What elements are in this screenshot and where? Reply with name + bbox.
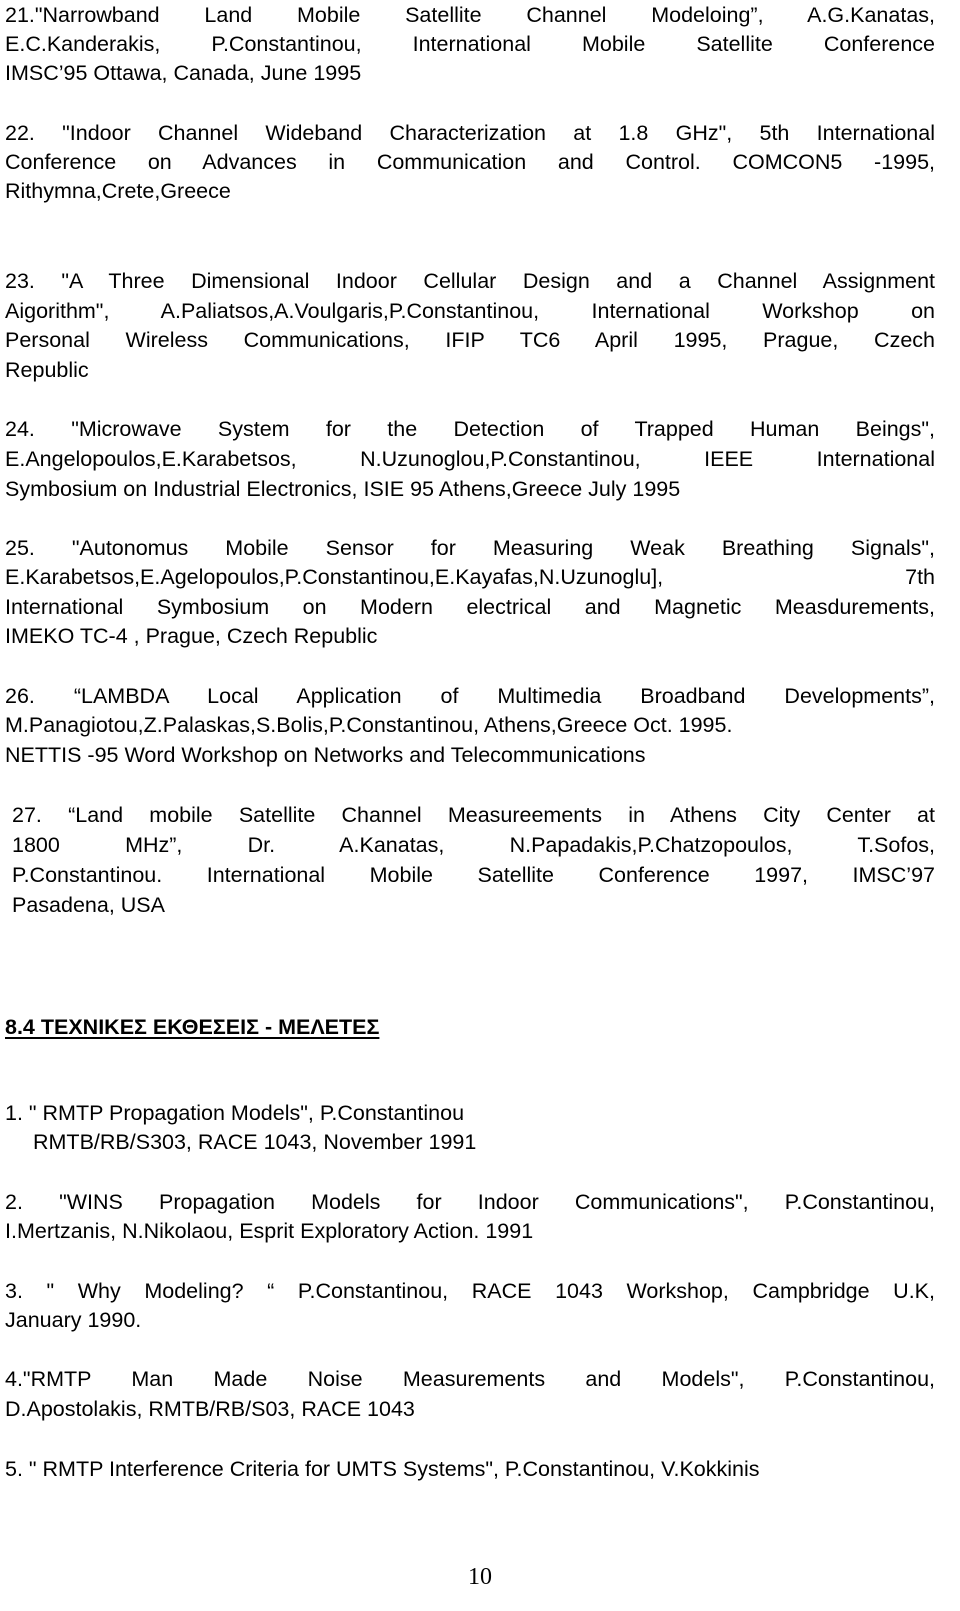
ref-22-line-3: Rithymna,Crete,Greece <box>5 179 231 203</box>
ref-27-line-3: P.Constantinou. International Mobile Satellite Conference 1997, IMSC’97 <box>12 863 935 887</box>
report-3-line-1: 3. " Why Modeling? “ P.Constantinou, RACE 1043 Workshop, Campbridge U.K, <box>5 1279 935 1303</box>
ref-26-line-3: NETTIS -95 Word Workshop on Networks and Telecommunications <box>5 743 646 767</box>
ref-27-line-2: 1800 MHz”, Dr. A.Kanatas, N.Papadakis,P.Chatzopoulos, T.Sofos, <box>12 833 935 857</box>
ref-24-line-3: Symbosium on Industrial Electronics, ISIE 95 Athens,Greece July 1995 <box>5 477 681 501</box>
page-number: 10 <box>468 1564 492 1590</box>
ref-25-line-2: E.Karabetsos,E.Agelopoulos,P.Constantinou,E.Kayafas,N.Uzunoglu], 7th <box>5 565 935 589</box>
ref-21-line-3: IMSC’95 Ottawa, Canada, June 1995 <box>5 61 362 85</box>
ref-25-line-3: International Symbosium on Modern electrical and Magnetic Measdurements, <box>5 595 935 619</box>
ref-26-line-2: M.Panagiotou,Z.Palaskas,S.Bolis,P.Constantinou, Athens,Greece Oct. 1995. <box>5 713 733 737</box>
report-5-line-1: 5. " RMTP Interference Criteria for UMTS Systems", P.Constantinou, V.Kokkinis <box>5 1457 760 1481</box>
report-2-line-2: I.Mertzanis, N.Nikolaou, Esprit Exploratory Action. 1991 <box>5 1219 534 1243</box>
report-1-line-1: 1. " RMTP Propagation Models", P.Constantinou <box>5 1101 465 1125</box>
section-heading: 8.4 ΤΕΧΝΙΚΕΣ ΕΚΘΕΣΕΙΣ - ΜΕΛΕΤΕΣ <box>5 1015 380 1039</box>
ref-26-line-1: 26. “LAMBDA Local Application of Multimedia Broadband Developments”, <box>5 684 935 708</box>
ref-21-line-2: E.C.Kanderakis, P.Constantinou, International Mobile Satellite Conference <box>5 32 935 56</box>
report-4-line-1: 4."RMTP Man Made Noise Measurements and Models", P.Constantinou, <box>5 1367 935 1391</box>
ref-25-line-1: 25. "Autonomus Mobile Sensor for Measuring Weak Breathing Signals", <box>5 536 935 560</box>
ref-23-line-2: Aigorithm", A.Paliatsos,A.Voulgaris,P.Constantinou, International Workshop on <box>5 299 935 323</box>
ref-24-line-2: E.Angelopoulos,E.Karabetsos, N.Uzunoglou,P.Constantinou, IEEE International <box>5 447 935 471</box>
ref-25-line-4: IMEKO TC-4 , Prague, Czech Republic <box>5 624 378 648</box>
ref-22-line-2: Conference on Advances in Communication and Control. COMCON5 -1995, <box>5 150 935 174</box>
ref-23-line-4: Republic <box>5 358 89 382</box>
report-2-line-1: 2. "WINS Propagation Models for Indoor Communications", P.Constantinou, <box>5 1190 935 1214</box>
ref-21-line-1: 21."Narrowband Land Mobile Satellite Channel Modeloing”, A.G.Kanatas, <box>5 3 935 27</box>
ref-23-line-1: 23. "A Three Dimensional Indoor Cellular Design and a Channel Assignment <box>5 269 935 293</box>
ref-27-line-1: 27. “Land mobile Satellite Channel Measureements in Athens City Center at <box>12 803 935 827</box>
report-4-line-2: D.Apostolakis, RMTB/RB/S03, RACE 1043 <box>5 1397 415 1421</box>
ref-27-line-4: Pasadena, USA <box>12 893 165 917</box>
report-1-line-2: RMTB/RB/S303, RACE 1043, November 1991 <box>33 1130 477 1154</box>
ref-23-line-3: Personal Wireless Communications, IFIP TC6 April 1995, Prague, Czech <box>5 328 935 352</box>
ref-24-line-1: 24. "Microwave System for the Detection of Trapped Human Beings", <box>5 417 935 441</box>
report-3-line-2: January 1990. <box>5 1308 142 1332</box>
ref-22-line-1: 22. "Indoor Channel Wideband Characterization at 1.8 GHz", 5th International <box>5 121 935 145</box>
